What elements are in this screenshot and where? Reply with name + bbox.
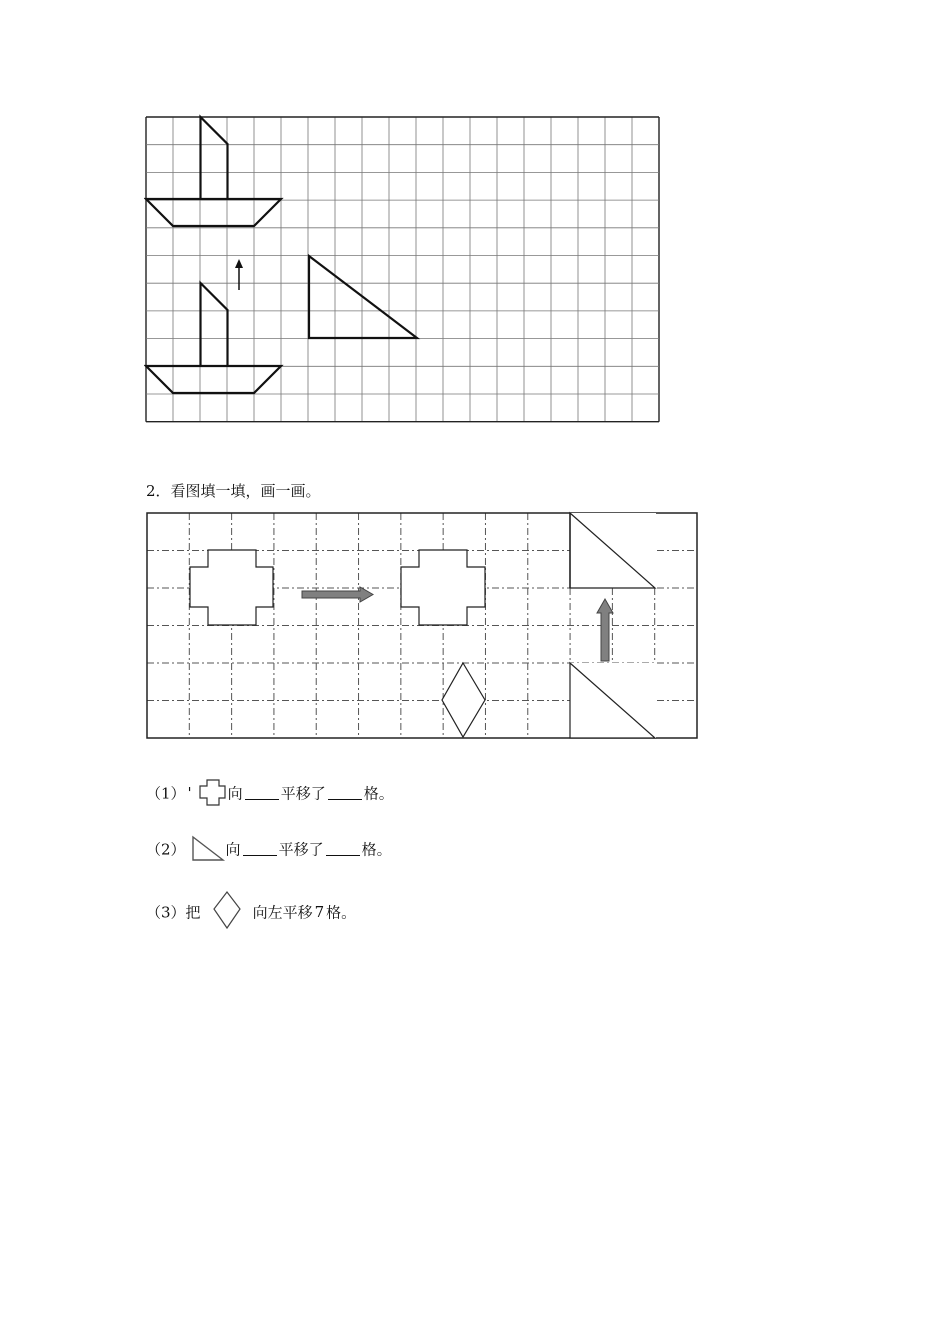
item-number-value: 7	[314, 903, 325, 921]
cross-icon	[198, 778, 228, 808]
item-text-3: 格。	[363, 784, 394, 803]
grid-lines	[146, 117, 659, 422]
cross-shape-right	[401, 550, 485, 625]
item-prefix: 把	[185, 903, 201, 922]
triangle-icon	[190, 834, 226, 864]
item-text-2: 平移了	[278, 840, 324, 859]
item-number: （3）	[146, 903, 186, 922]
item-number: （1）	[146, 784, 186, 803]
figure-1-grid	[144, 114, 664, 426]
boat-top-hull	[146, 199, 281, 226]
boat-top	[146, 117, 281, 226]
item-text-1: 向	[225, 840, 241, 859]
answer-blank-direction[interactable]	[243, 854, 277, 856]
question-2-item-1	[146, 778, 394, 808]
triangle-top	[570, 513, 656, 588]
up-arrow-2	[597, 599, 613, 661]
item-number: （2）	[146, 840, 186, 859]
question-2-item-2	[146, 834, 392, 864]
item-text-2: 平移了	[280, 784, 326, 803]
item-text-1: 向	[227, 784, 243, 803]
boat-bottom	[146, 283, 281, 393]
right-arrow	[302, 587, 373, 602]
up-arrow	[235, 259, 243, 290]
triangle-bottom	[570, 663, 656, 738]
stray-mark: '	[187, 784, 192, 802]
question-2-title: 2．看图填一填，画一画。	[146, 482, 321, 500]
question-2-item-3	[146, 890, 356, 934]
boat-bottom-hull	[146, 366, 281, 393]
rhombus-shape	[442, 663, 485, 737]
triangle-shape	[309, 256, 417, 338]
boat-top-sail	[201, 117, 228, 199]
answer-blank-count[interactable]	[326, 854, 360, 856]
rhombus-icon	[209, 890, 249, 934]
item-text-3: 格。	[361, 840, 392, 859]
answer-blank-count[interactable]	[328, 798, 362, 800]
answer-blank-direction[interactable]	[245, 798, 279, 800]
cross-shape-left	[190, 550, 273, 625]
item-text-1: 向左平移	[252, 903, 313, 922]
item-text-3: 格。	[326, 903, 357, 922]
figure-2-grid	[145, 511, 701, 741]
boat-bottom-sail	[201, 283, 228, 366]
